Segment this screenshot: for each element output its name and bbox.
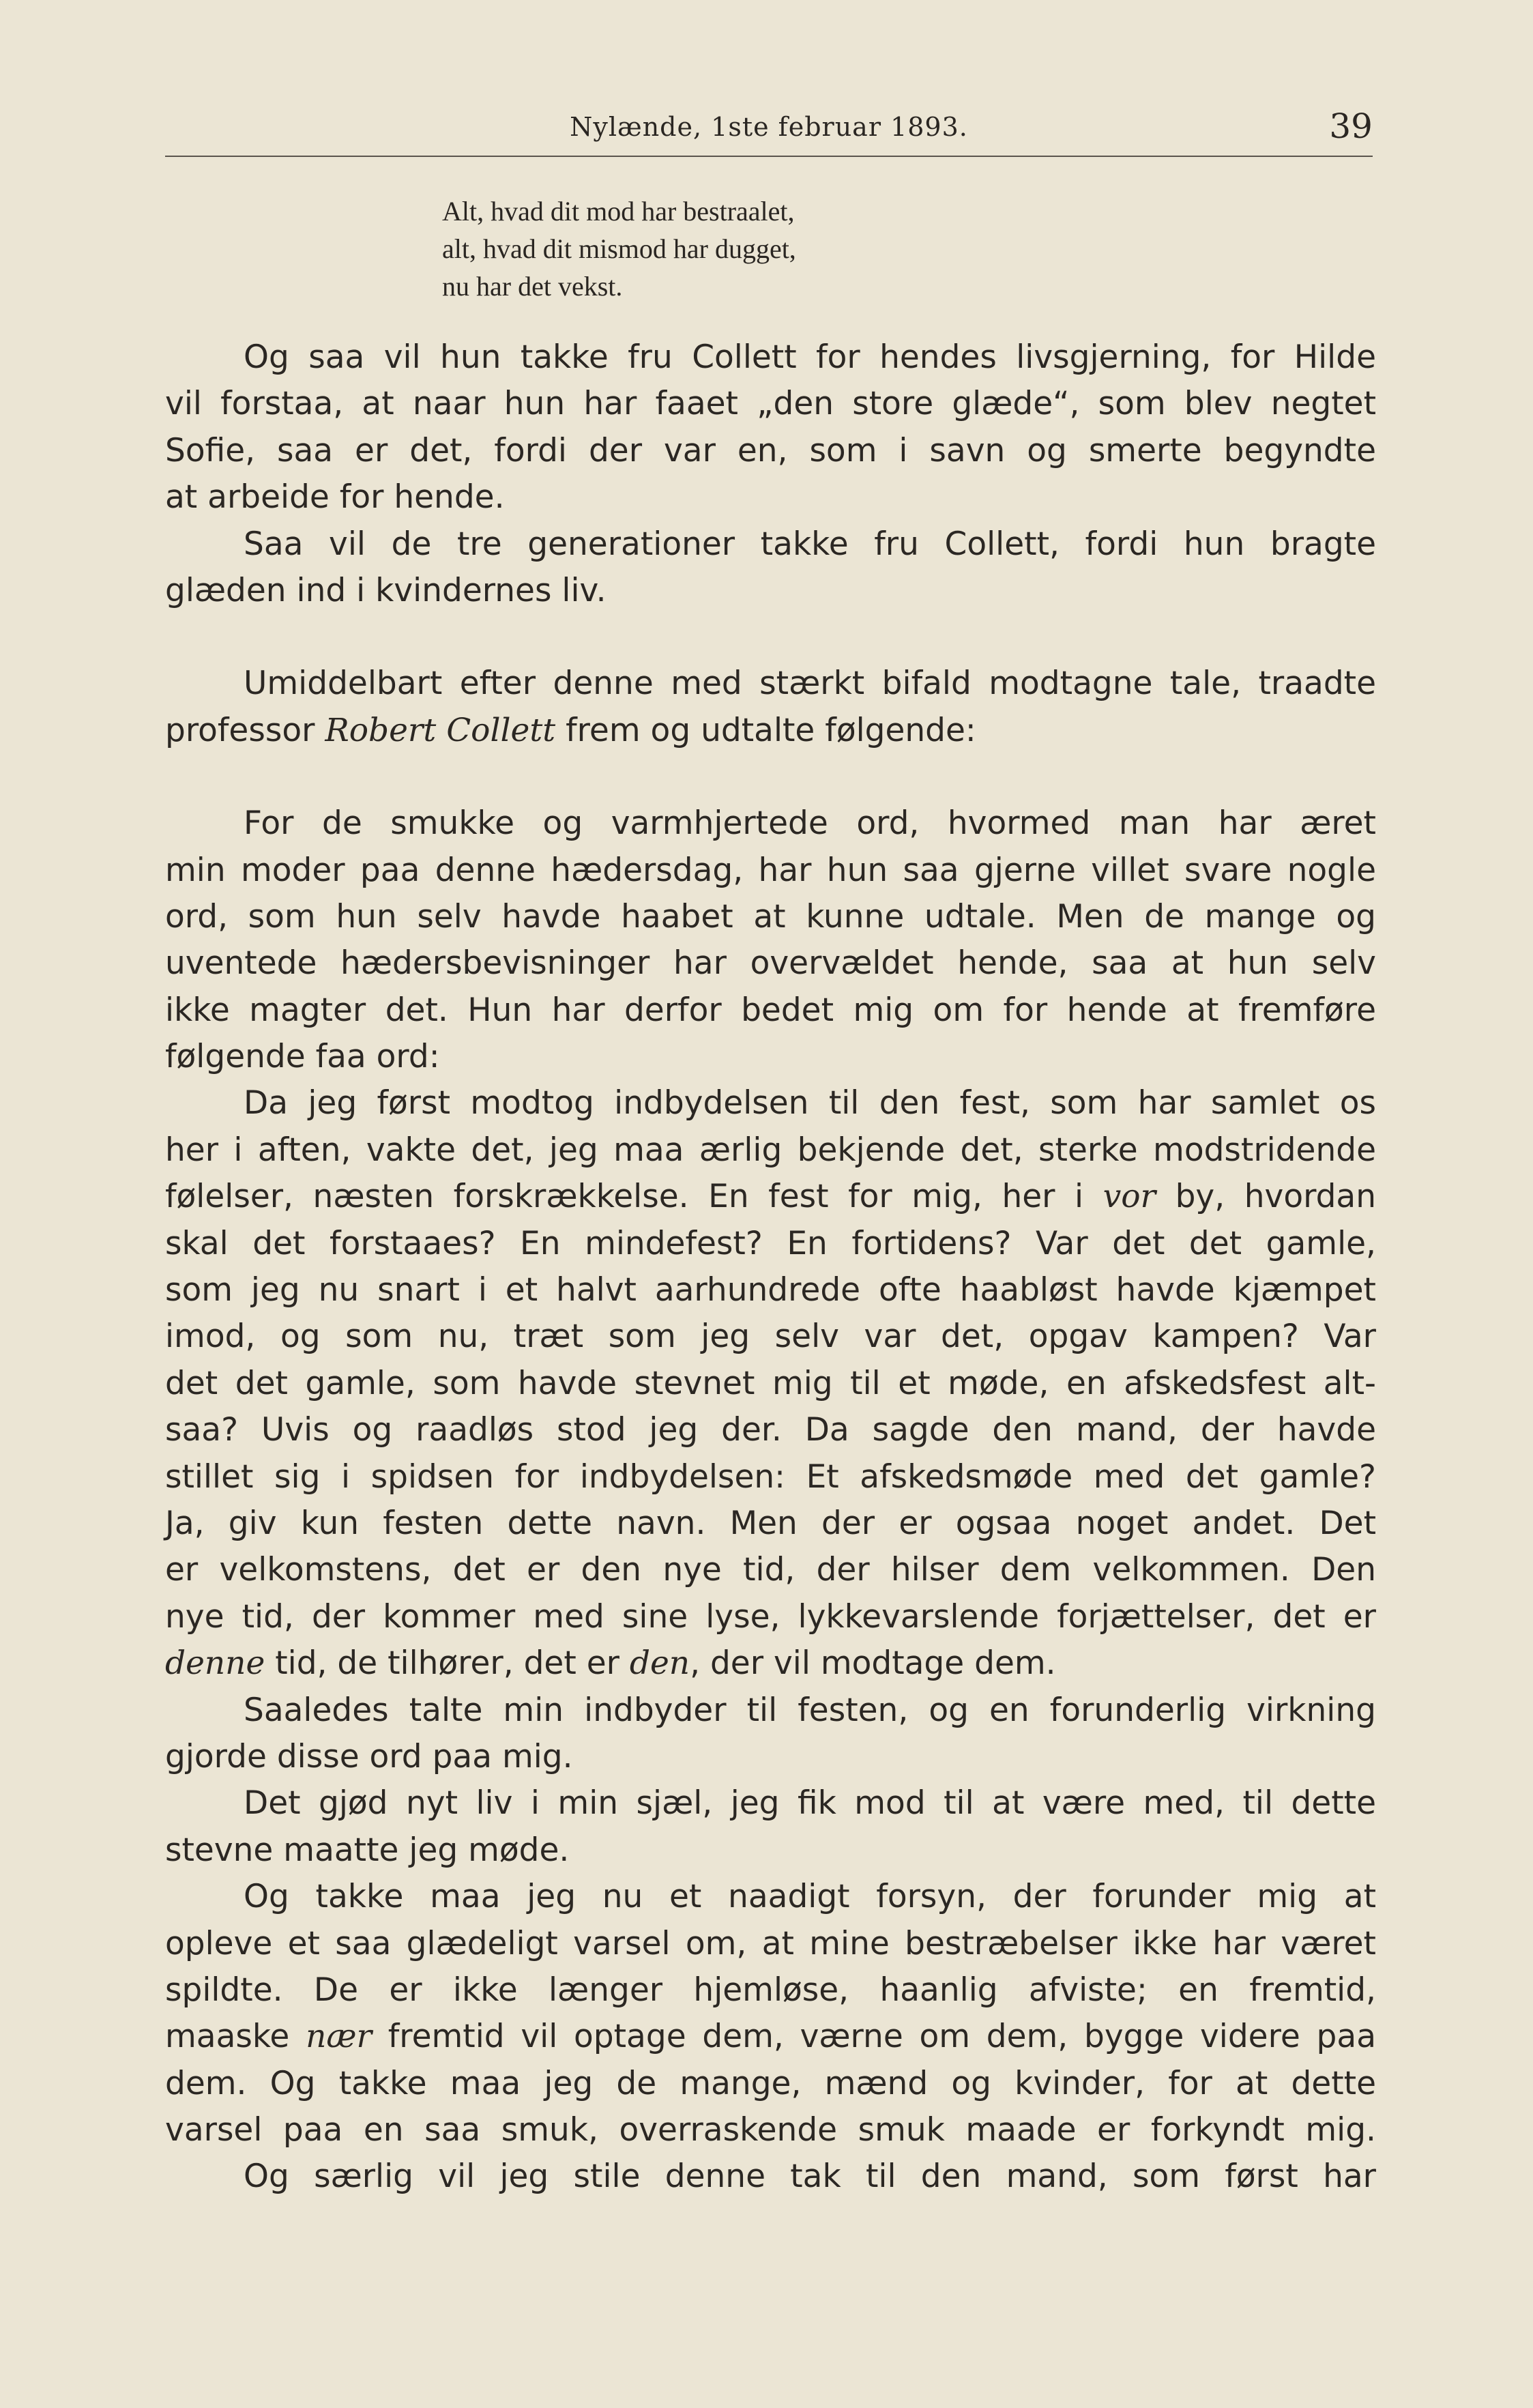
text-line [165,1314,1376,1360]
header-rule [165,156,1373,157]
text-line [165,1734,1376,1780]
text-line [165,474,1376,521]
line-text: fremtid vil optage dem, værne om dem, bygge videre paa [372,2018,1376,2056]
line-text: For de smukke og varmhjertede ord, hvormed man har æret [244,804,1376,843]
line-text: nye tid, der kommer med sine lyse, lykkevarslende forjættelser, det er [165,1597,1376,1636]
line-text: gjorde disse ord paa mig. [165,1737,573,1775]
line-text: følgende faa ord: [165,1038,440,1076]
line-text: opleve et saa glædeligt varsel om, at mine bestræbelser ikke har været [165,1924,1376,1962]
text-line [165,1361,1376,1407]
text-line [165,1780,1376,1827]
line-text: her i aften, vakte det, jeg maa ærlig bekjende det, sterke modstridende [165,1131,1376,1169]
text-line [165,1874,1376,1920]
line-text: Det gjød nyt liv i min sjæl, jeg fik mod til at være med, til dette [244,1784,1376,1823]
line-text: saa? Uvis og raadløs stod jeg der. Da sagde den mand, der havde [165,1411,1376,1449]
text-line [165,1640,1376,1687]
line-text: Og saa vil hun takke fru Collett for hendes livsgjerning, for Hilde [244,338,1376,376]
text-line [165,800,1376,847]
line-text: dem. Og takke maa jeg de mange, mænd og kvinder, for at dette [165,2064,1376,2102]
text-line [165,1547,1376,1593]
journal-title: Nylænde, 1ste februar 1893. [570,112,968,142]
line-text: stevne maatte jeg møde. [165,1831,570,1869]
text-line [165,847,1376,894]
emphasis-text: denne [165,1644,265,1683]
line-text: maaske [165,2018,306,2056]
text-line [165,894,1376,940]
line-text: tid, de tilhører, det er [265,1644,630,1683]
line-text: by, hvordan [1156,1178,1377,1216]
line-text: uventede hædersbevisninger har overvældet hende, saa at hun selv [165,944,1376,983]
line-text: Saa vil de tre generationer takke fru Collett, fordi hun bragte [244,525,1376,563]
text-line [165,1594,1376,1640]
text-line [165,2107,1376,2153]
text-line [165,2014,1376,2060]
line-text: ord, som hun selv havde haabet at kunne udtale. Men de mange og [165,897,1376,935]
text-line [165,1500,1376,1547]
line-text: er velkomstens, det er den nye tid, der hilser dem velkommen. Den [165,1551,1376,1589]
line-text: varsel paa en saa smuk, overraskende smuk maade er forkyndt mig. [165,2111,1376,2149]
text-line [165,1127,1376,1174]
emphasis-text: den [629,1644,690,1683]
body-text [165,334,1376,2201]
line-text: ikke magter det. Hun har derfor bedet mig om for hende at fremføre [165,991,1376,1029]
text-line [165,568,1376,614]
line-text: det det gamle, som havde stevnet mig til et møde, en afskedsfest alt- [165,1364,1376,1402]
text-line [165,1454,1376,1500]
text-line [165,708,1376,754]
text-line [165,2153,1376,2200]
text-line [165,381,1376,427]
line-text: skal det forstaaes? En mindefest? En fortidens? Var det det gamle, [165,1224,1376,1262]
text-line [165,1687,1376,1734]
line-text: Ja, giv kun festen dette navn. Men der er ogsaa noget andet. Det [165,1504,1376,1542]
line-text: spildte. De er ikke længer hjemløse, haanlig afviste; en fremtid, [165,1971,1376,2009]
line-text: stillet sig i spidsen for indbydelsen: Et afskedsmøde med det gamle? [165,1457,1376,1496]
line-text: frem og udtalte følgende: [555,711,976,749]
text-line [165,1921,1376,1967]
line-text: at arbeide for hende. [165,478,505,517]
line-text: Da jeg først modtog indbydelsen til den fest, som har samlet os [244,1084,1376,1122]
text-line [165,428,1376,474]
verse-quote [442,192,796,305]
running-header [165,104,1373,158]
text-line [165,1034,1376,1080]
line-text: Og takke maa jeg nu et naadigt forsyn, der forunder mig at [244,1878,1376,1916]
verse-line: Alt, hvad dit mod har bestraalet, [442,196,795,227]
line-text: professor [165,711,325,749]
paragraph-gap [165,754,1376,800]
text-line [165,1827,1376,1874]
line-text: imod, og som nu, træt som jeg selv var det, opgav kampen? Var [165,1318,1376,1356]
emphasis-text: vor [1103,1178,1156,1216]
line-text: glæden ind i kvindernes liv. [165,571,607,609]
text-line [165,2061,1376,2107]
verse-line: nu har det vekst. [442,271,623,302]
text-line [165,1407,1376,1453]
page-number: 39 [1329,106,1373,146]
line-text: vil forstaa, at naar hun har faaet „den store glæde“, som blev negtet [165,385,1376,423]
text-line [165,987,1376,1034]
text-line [165,1967,1376,2014]
line-text: som jeg nu snart i et halvt aarhundrede ofte haabløst havde kjæmpet [165,1271,1376,1309]
line-text: , der vil modtage dem. [690,1644,1056,1683]
paragraph-gap [165,614,1376,661]
text-line [165,1174,1376,1220]
line-text: min moder paa denne hædersdag, har hun saa gjerne villet svare nogle [165,851,1376,889]
text-line [165,940,1376,987]
text-line [165,334,1376,381]
text-line [165,1267,1376,1314]
line-text: Saaledes talte min indbyder til festen, og en forunderlig virkning [244,1691,1376,1729]
line-text: Umiddelbart efter denne med stærkt bifald modtagne tale, traadte [244,665,1376,703]
text-line [165,1221,1376,1267]
emphasis-text: nær [306,2018,373,2056]
text-line [165,521,1376,568]
line-text: Og særlig vil jeg stile denne tak til den mand, som først har [244,2158,1376,2196]
line-text: Sofie, saa er det, fordi der var en, som i savn og smerte begyndte [165,431,1376,469]
text-line [165,661,1376,707]
emphasis-text: Robert Collett [325,711,556,749]
text-line [165,1080,1376,1127]
verse-line: alt, hvad dit mismod har dugget, [442,233,796,264]
line-text: følelser, næsten forskrækkelse. En fest for mig, her i [165,1178,1103,1216]
